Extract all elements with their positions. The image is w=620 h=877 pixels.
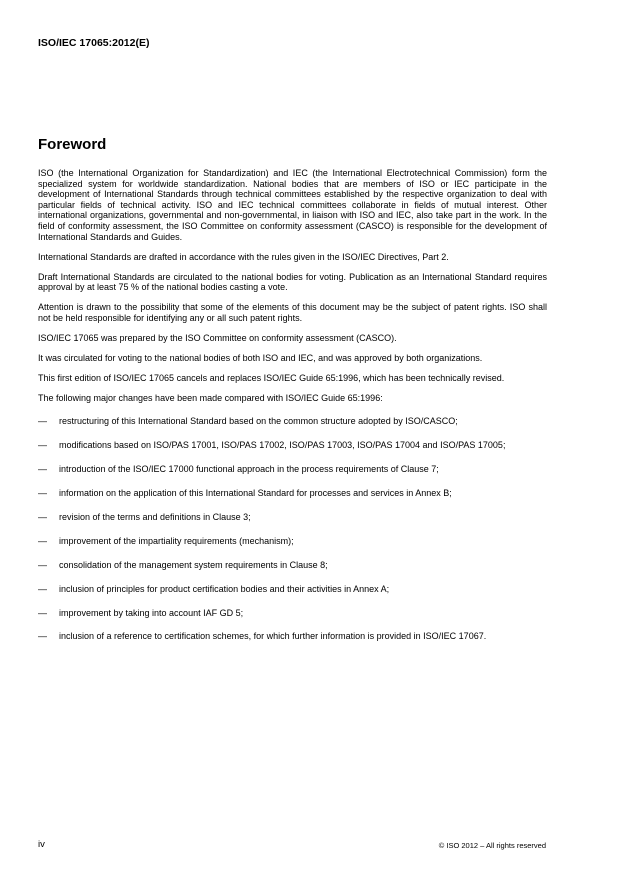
list-item	[38, 631, 547, 642]
list-item	[38, 560, 547, 571]
list-item-text: improvement of the impartiality requirements (mechanism);	[59, 535, 294, 546]
list-dash: —	[38, 583, 47, 594]
list-item	[38, 440, 547, 451]
list-item	[38, 584, 547, 595]
list-item	[38, 416, 547, 427]
list-item-text: inclusion of principles for product certification bodies and their activities in Annex A;	[59, 583, 390, 594]
copyright-notice: © ISO 2012 – All rights reserved	[438, 841, 546, 850]
list-item-text: modifications based on ISO/PAS 17001, ISO/PAS 17002, ISO/PAS 17003, ISO/PAS 17004 and ISO/PAS 17005;	[59, 439, 506, 450]
paragraph-patent: Attention is drawn to the possibility that some of the elements of this document may be the subject of patent rights. ISO shall not be held responsible for identifying any or all such patent rights.	[38, 302, 547, 323]
paragraph-prepared-by: ISO/IEC 17065 was prepared by the ISO Committee on conformity assessment (CASCO).	[38, 332, 397, 343]
list-dash: —	[38, 631, 47, 642]
list-item-text: introduction of the ISO/IEC 17000 functional approach in the process requirements of Clause 7;	[59, 463, 439, 474]
paragraph-changes-intro: The following major changes have been made compared with ISO/IEC Guide 65:1996:	[38, 392, 383, 403]
list-item	[38, 488, 547, 499]
list-dash: —	[38, 415, 47, 426]
paragraph-intro: ISO (the International Organization for Standardization) and IEC (the International Electrotechnical Commission) form the specialized system for worldwide standardization. National bodies that are members of ISO or IEC participate in the development of International Standards through technical committees established by the respective organization to deal with particular fields of technical activity. ISO and IEC technical committees collaborate in fields of mutual interest. Other international organizations, governmental and non-governmental, in liaison with ISO and IEC, also take part in the work. In the field of conformity assessment, the ISO Committee on conformity assessment (CASCO) is responsible for the development of International Standards and Guides.	[38, 168, 547, 242]
paragraph-voting: Draft International Standards are circulated to the national bodies for voting. Publication as an International Standard requires approval by at least 75 % of the national bodies casting a vote.	[38, 271, 547, 293]
paragraph-directives: International Standards are drafted in accordance with the rules given in the ISO/IEC Directives, Part 2.	[38, 251, 449, 262]
list-dash: —	[38, 439, 47, 450]
list-item	[38, 536, 547, 547]
list-dash: —	[38, 607, 47, 618]
paragraph-circulated: It was circulated for voting to the national bodies of both ISO and IEC, and was approved by both organizations.	[38, 352, 483, 363]
list-item-text: consolidation of the management system requirements in Clause 8;	[59, 559, 328, 570]
paragraph-edition: This first edition of ISO/IEC 17065 cancels and replaces ISO/IEC Guide 65:1996, which has been technically revised.	[38, 372, 505, 383]
list-dash: —	[38, 559, 47, 570]
list-item	[38, 608, 547, 619]
section-title: Foreword	[38, 136, 107, 153]
list-item	[38, 512, 547, 523]
list-item-text: restructuring of this International Standard based on the common structure adopted by ISO/CASCO;	[59, 415, 458, 426]
list-item-text: information on the application of this International Standard for processes and services in Annex B;	[59, 487, 452, 498]
list-item-text: revision of the terms and definitions in Clause 3;	[59, 511, 251, 522]
list-dash: —	[38, 535, 47, 546]
list-dash: —	[38, 511, 47, 522]
document-id-header: ISO/IEC 17065:2012(E)	[38, 37, 150, 49]
list-item	[38, 464, 547, 475]
page-number: iv	[38, 839, 45, 850]
list-item-text: inclusion of a reference to certification schemes, for which further information is provided in ISO/IEC 17067.	[59, 631, 487, 642]
list-dash: —	[38, 487, 47, 498]
foreword-body	[38, 168, 547, 655]
list-dash: —	[38, 463, 47, 474]
list-item-text: improvement by taking into account IAF GD 5;	[59, 607, 244, 618]
changes-list	[38, 416, 547, 642]
